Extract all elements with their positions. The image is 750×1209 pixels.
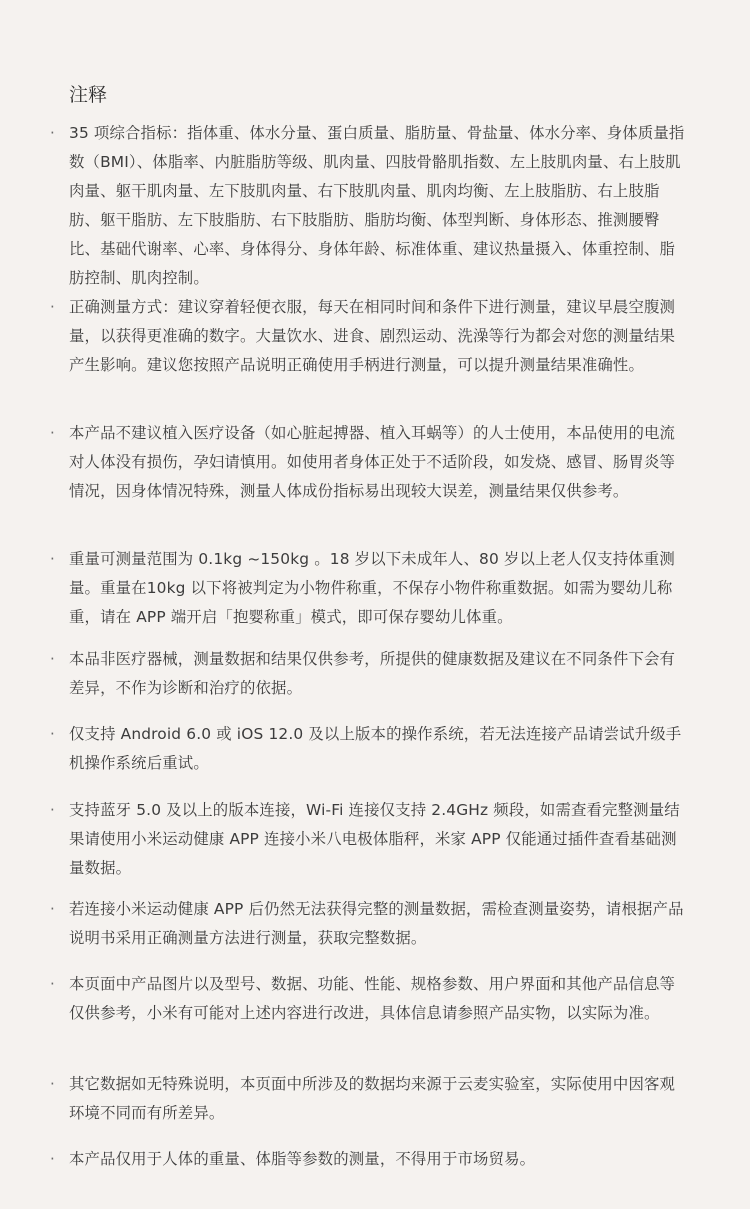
note-text: 正确测量方式：建议穿着轻便衣服，每天在相同时间和条件下进行测量，建议早晨空腹测量，以获得更准确的数字。大量饮水、进食、剧烈运动、洗澡等行为都会对您的测量结果产生影响。建议您按照产品说明正确使用手柄进行测量，可以提升测量结果准确性。	[69, 298, 676, 374]
note-text: 本产品仅用于人体的重量、体脂等参数的测量，不得用于市场贸易。	[69, 1150, 536, 1168]
note-text: 仅支持 Android 6.0 或 iOS 12.0 及以上版本的操作系统，若无法连接产品请尝试升级手机操作系统后重试。	[69, 725, 682, 772]
bullet-dot: ·	[50, 725, 55, 743]
note-text: 若连接小米运动健康 APP 后仍然无法获得完整的测量数据，需检查测量姿势，请根据产品说明书采用正确测量方法进行测量，获取完整数据。	[69, 900, 684, 947]
note-text: 其它数据如无特殊说明，本页面中所涉及的数据均来源于云麦实验室，实际使用中因客观环境不同而有所差异。	[69, 1075, 676, 1122]
bullet-dot: ·	[50, 801, 55, 819]
bullet-dot: ·	[50, 1150, 55, 1168]
note-text: 本产品不建议植入医疗设备（如心脏起搏器、植入耳蜗等）的人士使用，本品使用的电流对人体没有损伤，孕妇请慎用。如使用者身体正处于不适阶段，如发烧、感冒、肠胃炎等情况，因身体情况特殊，测量人体成份指标易出现较大误差，测量结果仅供参考。	[69, 424, 676, 500]
note-text: 重量可测量范围为 0.1kg ~150kg 。18 岁以下未成年人、80 岁以上老人仅支持体重测量。重量在10kg 以下将被判定为小物件称重，不保存小物件称重数据。如需为婴幼儿称重，请在 APP 端开启「抱婴称重」模式，即可保存婴幼儿体重。	[69, 550, 675, 626]
bullet-dot: ·	[50, 975, 55, 993]
page-title: 注释	[69, 84, 108, 106]
note-text: 支持蓝牙 5.0 及以上的版本连接，Wi-Fi 连接仅支持 2.4GHz 频段，如需查看完整测量结果请使用小米运动健康 APP 连接小米八电极体脂秤，米家 APP 仅能通过插件查看基础测量数据。	[69, 801, 680, 877]
bullet-dot: ·	[50, 550, 55, 568]
bullet-dot: ·	[50, 650, 55, 668]
bullet-dot: ·	[50, 424, 55, 442]
bullet-dot: ·	[50, 900, 55, 918]
note-text: 本页面中产品图片以及型号、数据、功能、性能、规格参数、用户界面和其他产品信息等仅供参考，小米有可能对上述内容进行改进，具体信息请参照产品实物，以实际为准。	[69, 975, 676, 1022]
bullet-dot: ·	[50, 298, 55, 316]
bullet-dot: ·	[50, 1075, 55, 1093]
note-text: 35 项综合指标：指体重、体水分量、蛋白质量、脂肪量、骨盐量、体水分率、身体质量指数（BMI）、体脂率、内脏脂肪等级、肌肉量、四肢骨骼肌指数、左上肢肌肉量、右上肢肌肉量、躯干肌肉量、左下肢肌肉量、右下肢肌肉量、肌肉均衡、左上肢脂肪、右上肢脂肪、躯干脂肪、左下肢脂肪、右下肢脂肪、脂肪均衡、体型判断、身体形态、推测腰臀比、基础代谢率、心率、身体得分、身体年龄、标准体重、建议热量摄入、体重控制、脂肪控制、肌肉控制。	[69, 124, 685, 287]
note-text: 本品非医疗器械，测量数据和结果仅供参考，所提供的健康数据及建议在不同条件下会有差异，不作为诊断和治疗的依据。	[69, 650, 676, 697]
bullet-dot: ·	[50, 124, 55, 142]
